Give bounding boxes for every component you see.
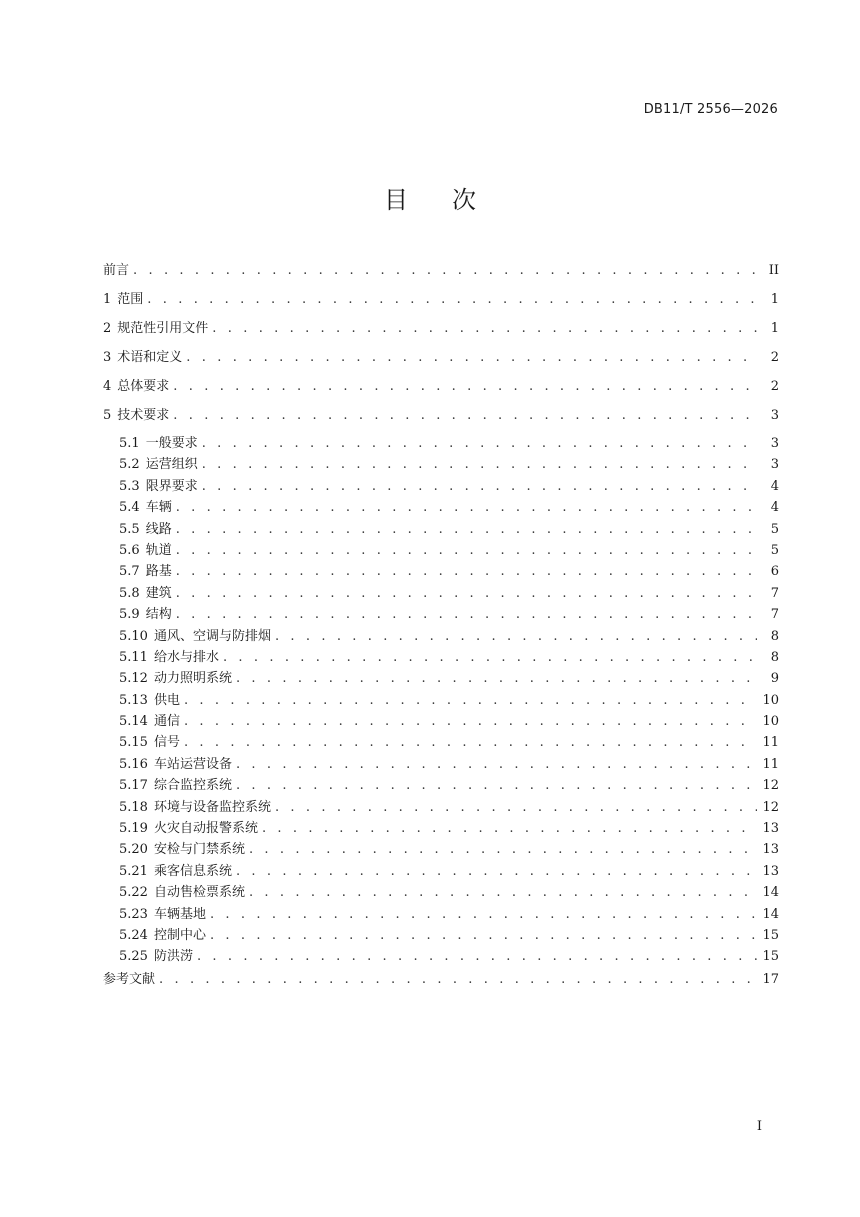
toc-entry-number: 3: [103, 350, 112, 365]
toc-entry-page: 13: [762, 842, 779, 858]
toc-entry-number: 2: [103, 321, 112, 336]
toc-entry[interactable]: [103, 626, 779, 647]
toc-entry[interactable]: [103, 476, 779, 497]
toc-entry-number: 5.9: [119, 607, 140, 623]
toc-entry[interactable]: [103, 882, 779, 903]
toc-entry[interactable]: [103, 904, 779, 925]
toc-entry-page: 2: [770, 350, 779, 365]
toc-entry-label: 规范性引用文件: [117, 321, 209, 336]
toc-entry-label: 环境与设备监控系统: [153, 799, 271, 815]
toc-dot-leader: [202, 476, 757, 497]
toc-entry-page: 15: [762, 949, 779, 965]
toc-entry-number: 5.15: [119, 735, 148, 751]
toc-entry-page: 3: [770, 457, 779, 473]
toc-dot-leader: [176, 561, 757, 582]
toc-entry[interactable]: [103, 861, 779, 882]
toc-entry-number: 1: [103, 292, 112, 307]
table-of-contents: [103, 259, 779, 997]
toc-entry-label: 一般要求: [145, 436, 198, 451]
toc-entry-number: 5.25: [119, 949, 148, 965]
toc-dot-leader: [236, 775, 757, 796]
toc-dot-leader: [249, 882, 757, 903]
toc-entry[interactable]: [103, 711, 779, 732]
toc-entry-label: 轨道: [145, 542, 172, 558]
toc-entry-number: 5.5: [119, 521, 140, 537]
toc-dot-leader: [147, 288, 757, 312]
toc-entry[interactable]: [103, 519, 779, 540]
toc-dot-leader: [184, 711, 757, 732]
toc-entry-number: 5: [103, 408, 112, 423]
toc-entry-page: 10: [762, 714, 779, 730]
toc-entry-label: 乘客信息系统: [153, 863, 232, 879]
toc-dot-leader: [202, 454, 757, 475]
toc-entry[interactable]: [103, 647, 779, 668]
toc-entry-label: 供电: [153, 692, 180, 708]
toc-entry-page: II: [768, 263, 779, 278]
toc-entry-label: 火灾自动报警系统: [153, 821, 258, 837]
toc-dot-leader: [262, 818, 757, 839]
toc-dot-leader: [184, 690, 757, 711]
toc-entry-number: 5.22: [119, 885, 148, 901]
toc-entry-label: 技术要求: [117, 408, 170, 423]
toc-dot-leader: [159, 968, 757, 992]
toc-entry[interactable]: [103, 288, 779, 317]
page-title: 目次: [384, 186, 520, 214]
toc-entry-page: 13: [762, 863, 779, 879]
toc-dot-leader: [184, 732, 757, 753]
toc-dot-leader: [186, 346, 757, 370]
toc-entry-label: 给水与排水: [153, 649, 219, 665]
toc-entry-page: 12: [762, 799, 779, 815]
toc-dot-leader: [236, 861, 757, 882]
toc-entry[interactable]: [103, 583, 779, 604]
toc-entry-page: 12: [762, 778, 779, 794]
toc-dot-leader: [202, 433, 757, 454]
toc-entry-page: 5: [770, 542, 779, 558]
toc-entry[interactable]: [103, 754, 779, 775]
toc-dot-leader: [275, 797, 757, 818]
toc-entry-page: 7: [770, 607, 779, 623]
toc-entry-page: 9: [770, 671, 779, 687]
toc-entry[interactable]: [103, 433, 779, 454]
toc-entry-page: 17: [762, 971, 779, 987]
toc-entry-page: 8: [770, 628, 779, 644]
toc-entry-label: 限界要求: [145, 478, 198, 494]
toc-dot-leader: [197, 946, 757, 967]
toc-entry-label: 车站运营设备: [153, 756, 232, 772]
toc-entry-number: 5.2: [119, 457, 140, 473]
toc-entry-label: 总体要求: [117, 379, 170, 394]
toc-entry[interactable]: [103, 346, 779, 375]
toc-entry-label: 线路: [145, 521, 172, 537]
toc-entry-number: 5.1: [119, 436, 140, 451]
toc-entry-page: 3: [770, 436, 779, 451]
toc-entry-number: 5.8: [119, 585, 140, 601]
toc-entry-number: 5.6: [119, 542, 140, 558]
toc-entry-page: 11: [762, 735, 779, 751]
toc-entry[interactable]: [103, 604, 779, 625]
toc-entry-label: 运营组织: [145, 457, 198, 473]
toc-dot-leader: [176, 604, 757, 625]
toc-entry-page: 11: [762, 756, 779, 772]
toc-entry-label: 参考文献: [103, 971, 156, 987]
toc-entry[interactable]: [103, 818, 779, 839]
toc-entry-number: 5.11: [119, 649, 148, 665]
toc-entry-page: 5: [770, 521, 779, 537]
toc-entry-number: 5.14: [119, 714, 148, 730]
toc-entry-number: 5.21: [119, 863, 148, 879]
toc-entry[interactable]: [103, 946, 779, 967]
toc-dot-leader: [249, 839, 757, 860]
toc-entry-label: 建筑: [145, 585, 172, 601]
toc-entry[interactable]: [103, 839, 779, 860]
toc-entry-label: 通信: [153, 714, 180, 730]
toc-entry-number: 5.3: [119, 478, 140, 494]
toc-entry[interactable]: [103, 497, 779, 518]
toc-entry-label: 术语和定义: [117, 350, 183, 365]
toc-entry[interactable]: [103, 259, 779, 288]
toc-dot-leader: [236, 668, 757, 689]
toc-entry-number: 5.4: [119, 500, 140, 516]
toc-entry[interactable]: [103, 968, 779, 997]
toc-entry-label: 防洪涝: [153, 949, 193, 965]
toc-entry-page: 1: [770, 321, 779, 336]
toc-entry-label: 安检与门禁系统: [153, 842, 245, 858]
toc-dot-leader: [173, 404, 757, 428]
toc-dot-leader: [176, 583, 757, 604]
toc-dot-leader: [223, 647, 757, 668]
toc-entry[interactable]: [103, 561, 779, 582]
toc-entry-label: 车辆: [145, 500, 172, 516]
toc-entry-number: 5.20: [119, 842, 148, 858]
toc-entry[interactable]: [103, 925, 779, 946]
toc-dot-leader: [176, 497, 757, 518]
toc-entry-label: 自动售检票系统: [153, 885, 245, 901]
toc-entry-page: 8: [770, 649, 779, 665]
toc-entry-label: 动力照明系统: [153, 671, 232, 687]
toc-entry-number: 5.10: [119, 628, 148, 644]
toc-entry-page: 6: [770, 564, 779, 580]
toc-dot-leader: [176, 519, 757, 540]
toc-entry-page: 15: [762, 927, 779, 943]
toc-entry[interactable]: [103, 454, 779, 475]
toc-entry-number: 5.23: [119, 906, 148, 922]
toc-entry-number: 5.17: [119, 778, 148, 794]
toc-entry[interactable]: [103, 317, 779, 346]
toc-entry-number: 5.24: [119, 927, 148, 943]
toc-dot-leader: [133, 259, 757, 283]
toc-dot-leader: [212, 317, 757, 341]
toc-entry-page: 7: [770, 585, 779, 601]
toc-entry-label: 通风、空调与防排烟: [153, 628, 271, 644]
toc-entry-label: 车辆基地: [153, 906, 206, 922]
toc-entry-page: 4: [770, 500, 779, 516]
toc-entry-label: 综合监控系统: [153, 778, 232, 794]
toc-entry-label: 信号: [153, 735, 180, 751]
toc-entry-page: 14: [762, 906, 779, 922]
toc-entry[interactable]: [103, 375, 779, 404]
page-number: I: [756, 1119, 762, 1134]
toc-entry[interactable]: [103, 668, 779, 689]
toc-entry-label: 控制中心: [153, 927, 206, 943]
toc-dot-leader: [275, 626, 757, 647]
toc-entry-page: 10: [762, 692, 779, 708]
toc-entry[interactable]: [103, 797, 779, 818]
toc-entry-number: 5.16: [119, 756, 148, 772]
toc-entry-number: 5.18: [119, 799, 148, 815]
toc-entry-page: 2: [770, 379, 779, 394]
toc-entry[interactable]: [103, 732, 779, 753]
toc-entry-label: 路基: [145, 564, 172, 580]
toc-entry-number: 5.7: [119, 564, 140, 580]
toc-entry-label: 前言: [103, 263, 130, 278]
toc-entry-page: 1: [770, 292, 779, 307]
toc-entry[interactable]: [103, 775, 779, 796]
toc-dot-leader: [236, 754, 757, 775]
toc-entry-label: 范围: [117, 292, 144, 307]
toc-entry-number: 4: [103, 379, 112, 394]
toc-entry-number: 5.13: [119, 692, 148, 708]
toc-entry[interactable]: [103, 404, 779, 433]
toc-entry-page: 4: [770, 478, 779, 494]
toc-entry-number: 5.19: [119, 821, 148, 837]
toc-entry-page: 13: [762, 821, 779, 837]
toc-entry[interactable]: [103, 540, 779, 561]
toc-entry[interactable]: [103, 690, 779, 711]
toc-dot-leader: [173, 375, 757, 399]
toc-entry-page: 14: [762, 885, 779, 901]
toc-dot-leader: [176, 540, 757, 561]
document-code: DB11/T 2556—2026: [643, 102, 778, 117]
toc-entry-page: 3: [770, 408, 779, 423]
toc-dot-leader: [210, 925, 757, 946]
toc-entry-number: 5.12: [119, 671, 148, 687]
toc-entry-label: 结构: [145, 607, 172, 623]
toc-dot-leader: [210, 904, 757, 925]
